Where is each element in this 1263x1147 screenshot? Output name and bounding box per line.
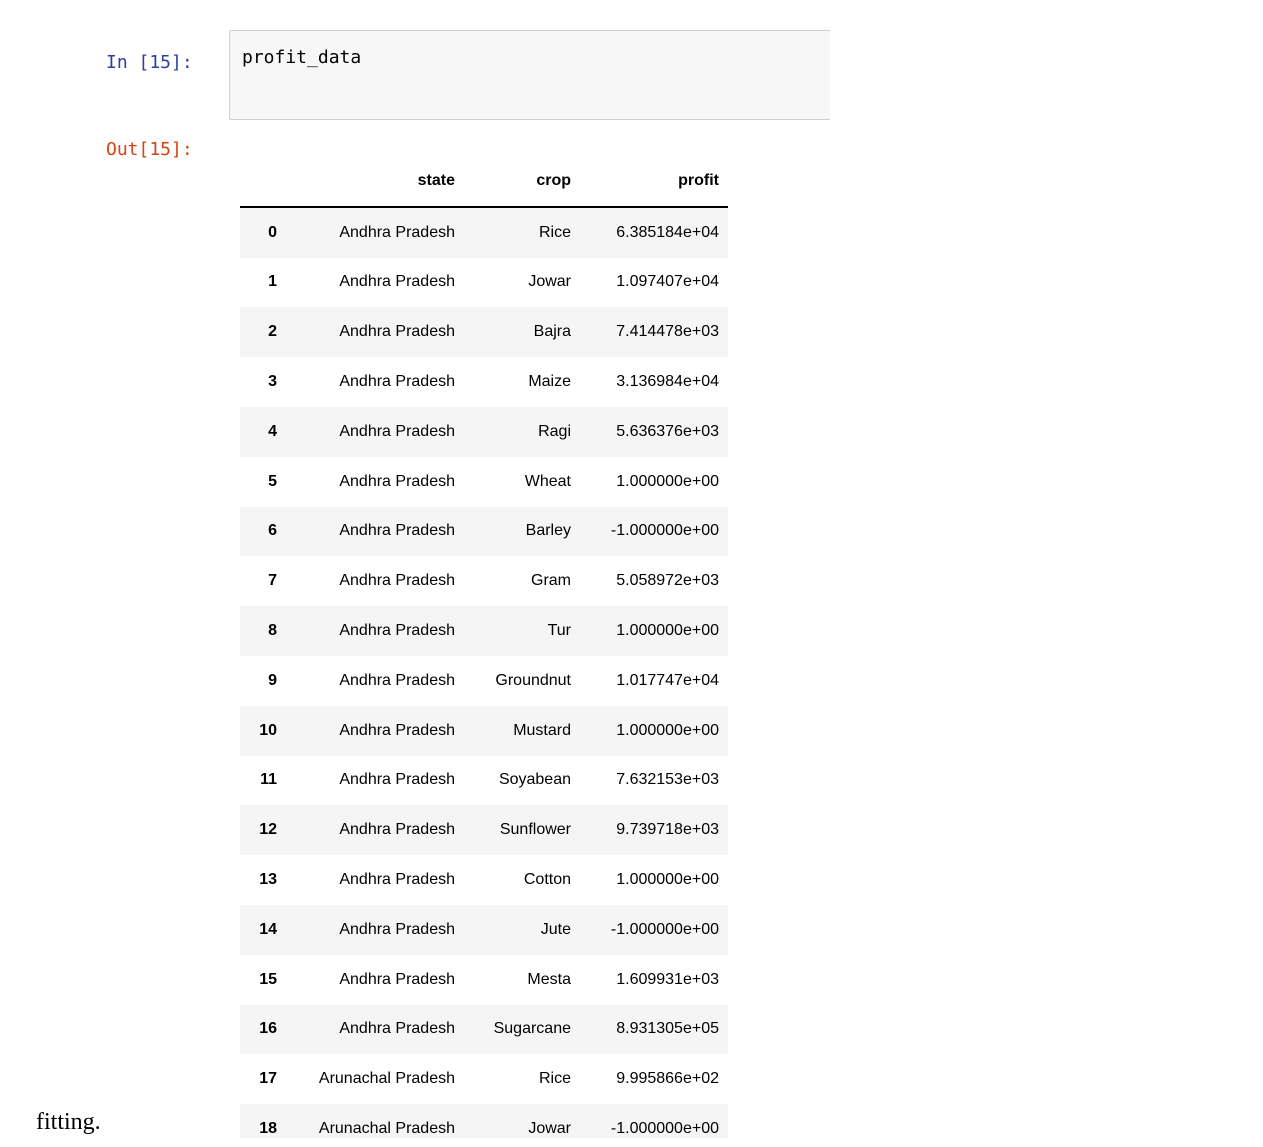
table-row: [240, 357, 728, 407]
cell-crop: Gram: [531, 572, 571, 590]
cell-profit: 9.995866e+02: [616, 1070, 719, 1088]
row-index: 7: [268, 572, 277, 590]
row-index: 0: [268, 223, 277, 241]
cell-state: Andhra Pradesh: [339, 622, 455, 640]
cell-profit: -1.000000e+00: [610, 522, 719, 540]
cell-profit: 1.000000e+00: [616, 472, 719, 490]
cell-crop: Ragi: [538, 422, 571, 440]
notebook-cell: [88, 8, 830, 1138]
cell-crop: Rice: [538, 223, 571, 241]
row-index: 11: [260, 771, 277, 789]
profit-header: profit: [580, 156, 728, 207]
index-header: [240, 156, 286, 207]
cell-state: Andhra Pradesh: [339, 821, 455, 839]
table-row: [240, 457, 728, 507]
code-input-area[interactable]: [229, 30, 830, 120]
table-row: [240, 1104, 728, 1138]
cell-profit: 1.017747e+04: [616, 671, 719, 689]
cell-state: Arunachal Pradesh: [318, 1070, 455, 1088]
dataframe-table: [240, 156, 728, 1138]
cell-crop: Jute: [540, 920, 571, 938]
cell-profit: 8.931305e+05: [616, 1020, 719, 1038]
cell-crop: Soyabean: [498, 771, 571, 789]
cell-profit: -1.000000e+00: [610, 1120, 719, 1138]
cell-profit: 1.097407e+04: [616, 273, 719, 291]
row-index: 13: [259, 871, 277, 889]
table-row: [240, 207, 728, 258]
table-row: [240, 606, 728, 656]
cell-crop: Tur: [547, 622, 571, 640]
table-row: [240, 258, 728, 308]
row-index: 18: [259, 1120, 277, 1138]
code-text: profit_data: [242, 47, 362, 68]
row-index: 17: [259, 1070, 277, 1088]
trailing-text: fitting.: [36, 1109, 101, 1135]
table-header-row: [240, 156, 728, 207]
row-index: 2: [268, 323, 277, 341]
input-prompt: In [15]:: [106, 52, 193, 73]
cell-profit: 7.632153e+03: [616, 771, 719, 789]
cell-crop: Barley: [525, 522, 571, 540]
cell-crop: Sunflower: [499, 821, 571, 839]
cell-state: Andhra Pradesh: [339, 472, 455, 490]
table-row: [240, 1054, 728, 1104]
table-row: [240, 556, 728, 606]
cell-state: Andhra Pradesh: [339, 771, 455, 789]
row-index: 15: [259, 970, 277, 988]
cell-crop: Bajra: [533, 323, 571, 341]
cell-state: Andhra Pradesh: [339, 572, 455, 590]
cell-crop: Jowar: [528, 273, 571, 291]
table-row: [240, 855, 728, 905]
cell-profit: 5.636376e+03: [616, 422, 719, 440]
cell-crop: Rice: [538, 1070, 571, 1088]
row-index: 12: [259, 821, 277, 839]
cell-crop: Mustard: [513, 721, 571, 739]
row-index: 1: [268, 273, 277, 291]
table-row: [240, 507, 728, 557]
cell-crop: Groundnut: [495, 671, 571, 689]
cell-state: Andhra Pradesh: [339, 223, 455, 241]
cell-crop: Mesta: [527, 970, 571, 988]
cell-crop: Wheat: [524, 472, 571, 490]
cell-state: Andhra Pradesh: [339, 373, 455, 391]
state-header: state: [286, 156, 464, 207]
row-index: 9: [268, 671, 277, 689]
cell-state: Andhra Pradesh: [339, 422, 455, 440]
crop-header: crop: [464, 156, 580, 207]
cell-profit: 5.058972e+03: [616, 572, 719, 590]
table-body: [240, 207, 728, 1138]
cell-crop: Jowar: [528, 1120, 571, 1138]
output-prompt: Out[15]:: [106, 139, 193, 160]
table-row: [240, 805, 728, 855]
table-row: [240, 706, 728, 756]
table-row: [240, 955, 728, 1005]
row-index: 8: [268, 622, 277, 640]
cell-state: Andhra Pradesh: [339, 323, 455, 341]
row-index: 10: [259, 721, 277, 739]
cell-profit: 7.414478e+03: [616, 323, 719, 341]
row-index: 14: [259, 920, 277, 938]
cell-profit: 3.136984e+04: [616, 373, 719, 391]
table-row: [240, 407, 728, 457]
table-row: [240, 756, 728, 806]
cell-profit: 9.739718e+03: [616, 821, 719, 839]
cell-profit: -1.000000e+00: [610, 920, 719, 938]
row-index: 3: [268, 373, 277, 391]
cell-profit: 1.609931e+03: [616, 970, 719, 988]
cell-profit: 1.000000e+00: [616, 871, 719, 889]
cell-state: Andhra Pradesh: [339, 671, 455, 689]
cell-profit: 6.385184e+04: [616, 223, 719, 241]
cell-profit: 1.000000e+00: [616, 622, 719, 640]
cell-state: Andhra Pradesh: [339, 522, 455, 540]
row-index: 4: [268, 422, 277, 440]
row-index: 6: [268, 522, 277, 540]
row-index: 16: [259, 1020, 277, 1038]
cell-crop: Maize: [528, 373, 571, 391]
table-row: [240, 307, 728, 357]
cell-state: Andhra Pradesh: [339, 273, 455, 291]
cell-profit: 1.000000e+00: [616, 721, 719, 739]
table-row: [240, 1005, 728, 1055]
cell-state: Andhra Pradesh: [339, 721, 455, 739]
table-row: [240, 656, 728, 706]
cell-state: Andhra Pradesh: [339, 970, 455, 988]
cell-crop: Cotton: [523, 871, 571, 889]
cell-state: Andhra Pradesh: [339, 920, 455, 938]
table-row: [240, 905, 728, 955]
cell-state: Arunachal Pradesh: [318, 1120, 455, 1138]
cell-state: Andhra Pradesh: [339, 871, 455, 889]
cell-crop: Sugarcane: [493, 1020, 571, 1038]
row-index: 5: [268, 472, 277, 490]
cell-state: Andhra Pradesh: [339, 1020, 455, 1038]
